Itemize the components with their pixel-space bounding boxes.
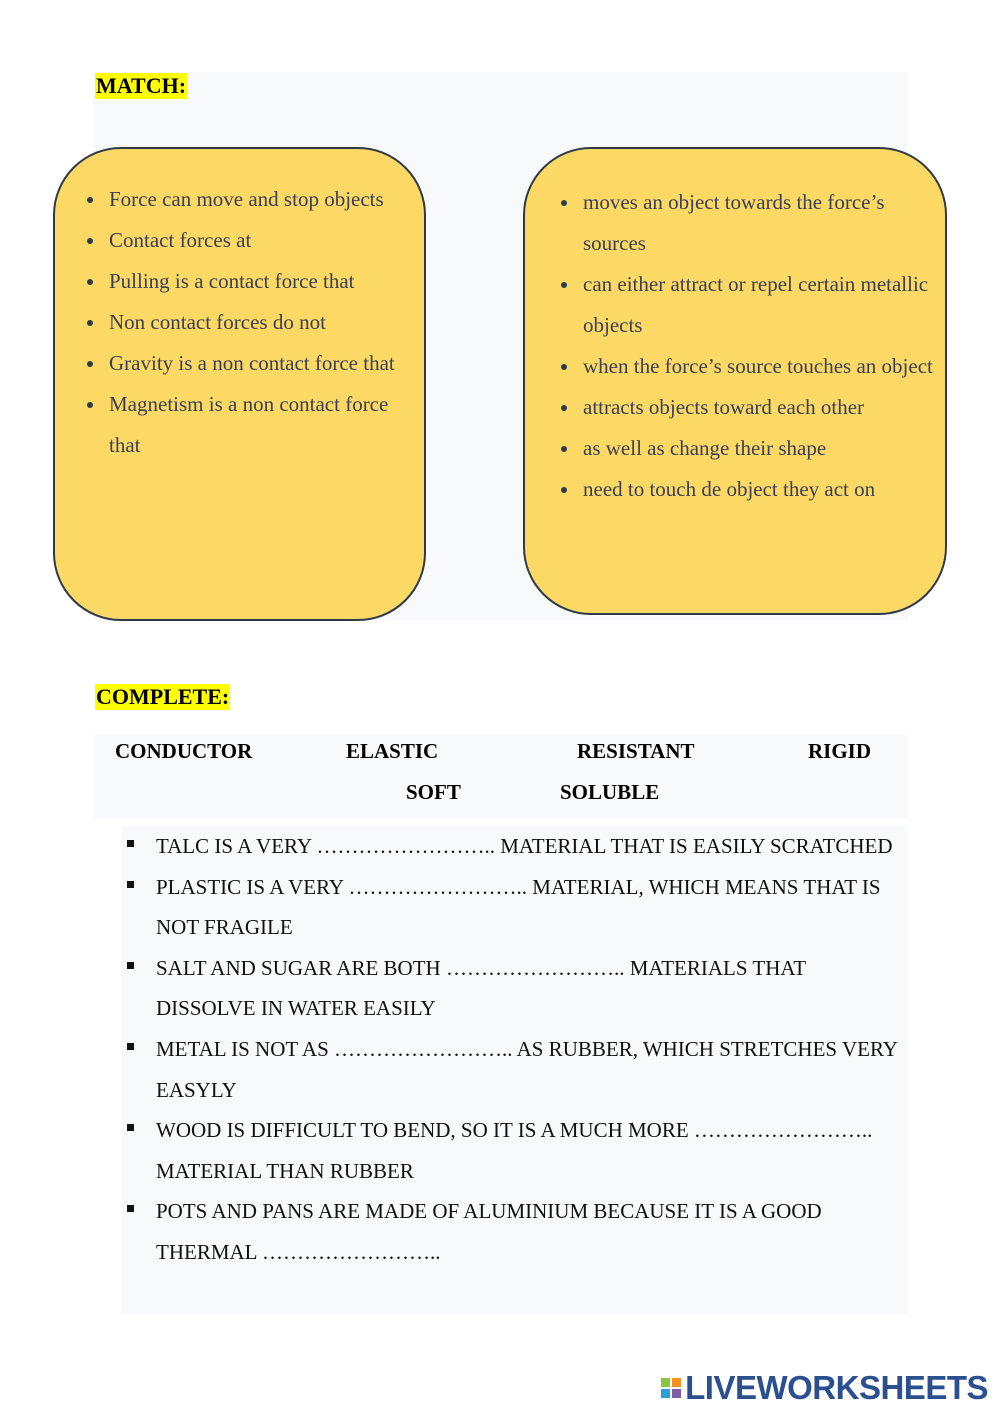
match-right-item: attracts objects toward each other — [549, 387, 935, 428]
word-bank-item: RIGID — [808, 739, 872, 763]
match-left-item: Non contact forces do not — [75, 302, 404, 343]
sentence-item: POTS AND PANS ARE MADE OF ALUMINIUM BECAUSE IT IS A GOOD THERMAL …………………….. — [122, 1191, 908, 1272]
liveworksheets-logo — [661, 1368, 988, 1408]
word-bank-item: SOLUBLE — [560, 780, 660, 804]
logo-text: LIVEWORKSHEETS — [685, 1369, 988, 1406]
match-heading: MATCH: — [96, 73, 187, 98]
sentence-item: METAL IS NOT AS …………………….. AS RUBBER, WHICH STRETCHES VERY EASYLY — [122, 1029, 908, 1110]
word-bank — [93, 735, 908, 818]
match-right-list — [549, 182, 935, 510]
word-bank-item: CONDUCTOR — [115, 739, 253, 763]
match-left-bubble — [53, 147, 426, 621]
word-bank-item: ELASTIC — [346, 739, 439, 763]
match-left-item: Magnetism is a non contact force that — [75, 384, 404, 466]
sentence-item: WOOD IS DIFFICULT TO BEND, SO IT IS A MUCH MORE …………………….. MATERIAL THAN RUBBER — [122, 1110, 908, 1191]
complete-heading: COMPLETE: — [96, 684, 230, 709]
sentence-item: TALC IS A VERY …………………….. MATERIAL THAT IS EASILY SCRATCHED — [122, 826, 908, 867]
match-right-bubble — [523, 147, 947, 615]
sentences-panel — [122, 826, 908, 1314]
sentence-item: SALT AND SUGAR ARE BOTH …………………….. MATERIALS THAT DISSOLVE IN WATER EASILY — [122, 948, 908, 1029]
match-right-item: as well as change their shape — [549, 428, 935, 469]
word-bank-item: SOFT — [406, 780, 461, 804]
match-right-item: can either attract or repel certain metallic objects — [549, 264, 935, 346]
match-left-list — [75, 179, 404, 466]
match-right-item: when the force’s source touches an object — [549, 346, 935, 387]
sentence-list — [122, 826, 908, 1273]
sentence-item: PLASTIC IS A VERY …………………….. MATERIAL, WHICH MEANS THAT IS NOT FRAGILE — [122, 867, 908, 948]
word-bank-item: RESISTANT — [577, 739, 695, 763]
match-left-item: Contact forces at — [75, 220, 404, 261]
match-left-item: Pulling is a contact force that — [75, 261, 404, 302]
match-right-item: need to touch de object they act on — [549, 469, 935, 510]
match-left-item: Force can move and stop objects — [75, 179, 404, 220]
liveworksheets-logo-icon — [661, 1378, 681, 1398]
match-left-item: Gravity is a non contact force that — [75, 343, 404, 384]
match-right-item: moves an object towards the force’s sources — [549, 182, 935, 264]
